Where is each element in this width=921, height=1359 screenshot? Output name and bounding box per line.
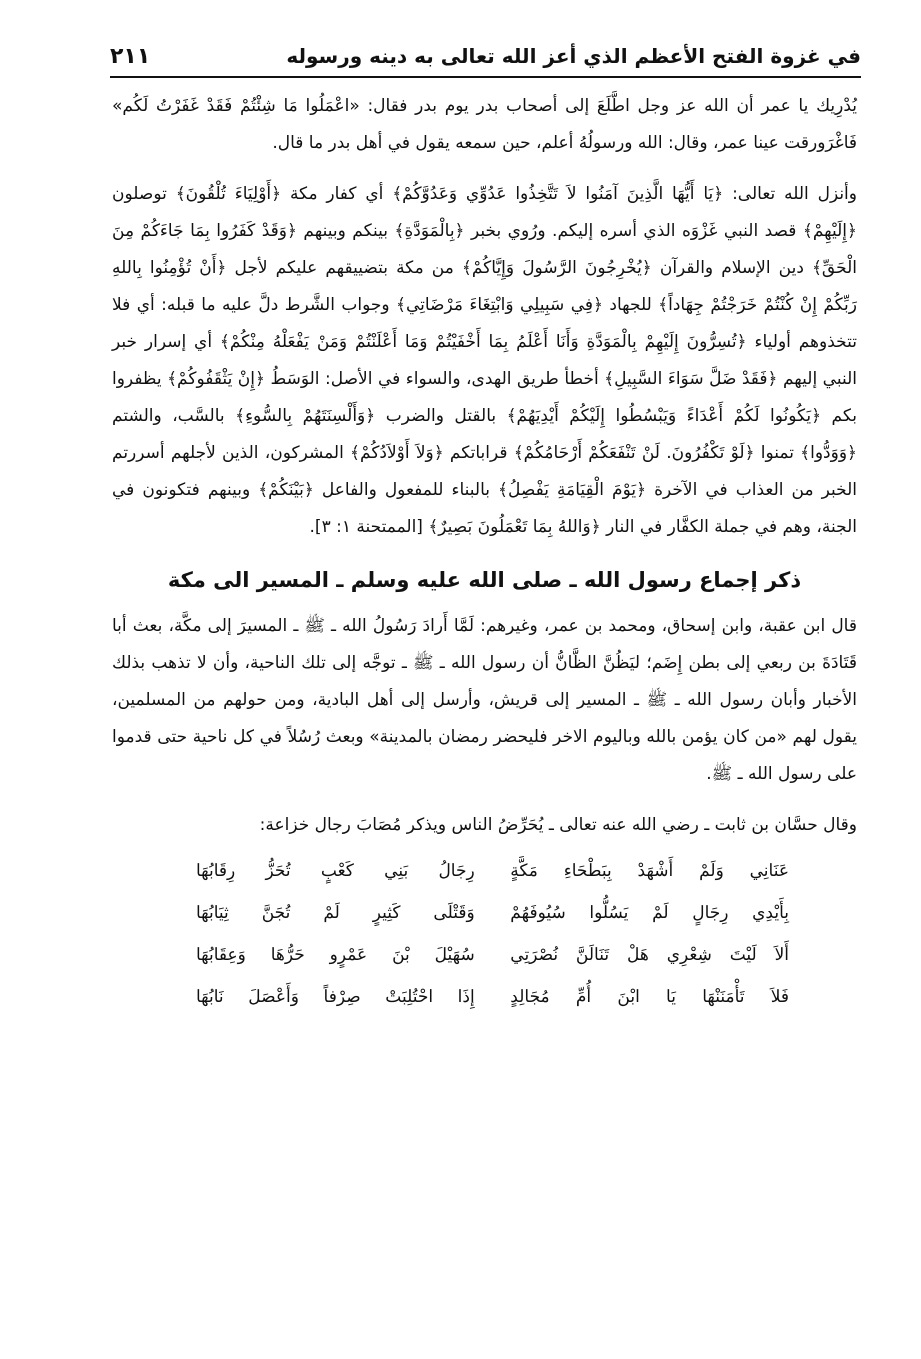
page-body <box>112 88 857 1018</box>
paragraph-quran-commentary: وأنزل الله تعالى: ﴿يَا أَيُّهَا الَّذِينَ آمَنُوا لاَ تَتَّخِذُوا عَدُوِّي وَعَدُوَّكُمْ﴾ أي كفار مكة ﴿أَوْلِيَاءَ تُلْقُونَ﴾ توصلون ﴿إِلَيْهِمْ﴾ قصد النبي غَزْوَه الذي أسره إليكم. ورُوي بخبر ﴿بِالْمَوَدَّةِ﴾ بينكم وبينهم ﴿وَقَدْ كَفَرُوا بِمَا جَاءَكُمْ مِنَ الْحَقِّ﴾ دين الإسلام والقرآن ﴿يُخْرِجُونَ الرَّسُولَ وَإِيَّاكُمْ﴾ من مكة بتضييقهم عليكم لأجل ﴿أَنْ تُؤْمِنُوا بِاللهِ رَبِّكُمْ إِنْ كُنْتُمْ خَرَجْتُمْ جِهَاداً﴾ للجهاد ﴿فِي سَبِيلِي وَابْتِغَاءَ مَرْضَاتِي﴾ وجواب الشَّرط دلَّ عليه ما قبله: أي فلا تتخذوهم أولياء ﴿تُسِرُّونَ إِلَيْهِمْ بِالْمَوَدَّةِ وَأَنَا أَعْلَمُ بِمَا أَخْفَيْتُمْ وَمَا أَعْلَنْتُمْ وَمَنْ يَفْعَلْهُ مِنْكُمْ﴾ أي إسرار خبر النبي إليهم ﴿فَقَدْ ضَلَّ سَوَاءَ السَّبِيلِ﴾ أخطأ طريق الهدى، والسواء في الأصل: الوَسَطُ ﴿إِنْ يَثْقَفُوكُمْ﴾ يظفروا بكم ﴿يَكُونُوا لَكُمْ أَعْدَاءً وَيَبْسُطُوا إِلَيْكُمْ أَيْدِيَهُمْ﴾ بالقتل والضرب ﴿وَأَلْسِنَتَهُمْ بِالسُّوءِ﴾ بالسَّب، والشتم ﴿وَوَدُّوا﴾ تمنوا ﴿لَوْ تَكْفُرُونَ. لَنْ تَنْفَعَكُمْ أَرْحَامُكُمْ﴾ قراباتكم ﴿وَلاَ أَوْلاَدُكُمْ﴾ المشركون، الذين لأجلهم أسررتم الخبر من العذاب في الآخرة ﴿يَوْمَ الْقِيَامَةِ يَفْصِلُ﴾ بالبناء للمفعول والفاعل ﴿بَيْنَكُمْ﴾ وبينهم فتكونون في الجنة، وهم في جملة الكفَّار في النار ﴿وَاللهُ بِمَا تَعْمَلُونَ بَصِيرٌ﴾ [الممتحنة ١: ٣]. <box>112 184 857 537</box>
verse-second-hemistich: إِذَا احْتُلِبَتْ صِرْفاً وَأَعْصَلَ نَابُهَا <box>196 987 475 1007</box>
paragraph-section: قال ابن عقبة، وابن إسحاق، ومحمد بن عمر، وغيرهم: لَمَّا أَرادَ رَسُولُ الله ـ ﷺ ـ المسيرَ إلى مكَّة، بعث أبا قَتَادَةَ بن ربعي إلى بطن إِضَم؛ ليَظُنَّ الظَّانُّ أن رسول الله ـ ﷺ ـ توجَّه إلى تلك الناحية، وأن لا تذهب بذلك الأخبار وأبان رسول الله ـ ﷺ ـ المسير إلى قريش، وأرسل إلى أهل البادية، ومن حولهم من المسلمين، يقول لهم «من كان يؤمن بالله وباليوم الاخر فليحضر رمضان بالمدينة» وبعث رُسُلاً في كل ناحية حتى قدموا على رسول الله ـ ﷺ. <box>112 616 857 784</box>
section-heading: ذكر إجماع رسول الله ـ صلى الله عليه وسلم ـ المسير الى مكة <box>167 568 802 592</box>
verse-first-hemistich: فَلاَ تَأْمَنَنْهَا يَا ابْنَ أُمِّ مُجَالِدٍ <box>510 987 789 1007</box>
verse-first-hemistich: عَنَانِي وَلَمْ أَشْهَدْ بِبَطْحَاءِ مَكَّةٍ <box>510 861 789 881</box>
verse-first-hemistich: بِأَيْدِي رِجَالٍ لَمْ يَسُلُّوا سُيُوفَهُمْ <box>510 903 789 923</box>
verse <box>196 934 789 976</box>
poem <box>112 850 857 1018</box>
page-number: ٢١١ <box>110 43 151 69</box>
verse-first-hemistich: أَلاَ لَيْتَ شِعْرِي هَلْ تَنَالَنَّ نُصْرَتِي <box>510 945 789 965</box>
poem-intro: وقال حسَّان بن ثابت ـ رضي الله عنه تعالى ـ يُحَرِّضُ الناس ويذكر مُصَابَ رجال خزاعة: <box>259 815 857 835</box>
verse <box>196 892 789 934</box>
header-divider <box>110 76 861 78</box>
paragraph-opening: يُدْرِيك يا عمر أن الله عز وجل اطَّلَعَ إلى أصحاب بدر يوم بدر فقال: «اعْمَلُوا مَا شِئْتُمْ فَقَدْ غَفَرْتُ لَكُم» فَاغْرَورقت عينا عمر، وقال: الله ورسولُهُ أعلم، حين سمعه يقول في أهل بدر ما قال. <box>112 96 857 153</box>
verse <box>196 976 789 1018</box>
page-header <box>110 38 861 74</box>
verse <box>196 850 789 892</box>
verse-second-hemistich: وَقَتْلَى كَثِيرٍ لَمْ تُجَنَّ ثِيَابُهَا <box>196 903 475 923</box>
verse-second-hemistich: رِجَالُ بَنِي كَعْبٍ تُحَزُّ رِقَابُهَا <box>196 861 475 881</box>
verse-second-hemistich: سُهَيْلَ بْنَ عَمْرٍو حَرُّهَا وَعِقَابُهَا <box>196 945 475 965</box>
running-title: في غزوة الفتح الأعظم الذي أعز الله تعالى به دينه ورسوله <box>286 44 861 68</box>
